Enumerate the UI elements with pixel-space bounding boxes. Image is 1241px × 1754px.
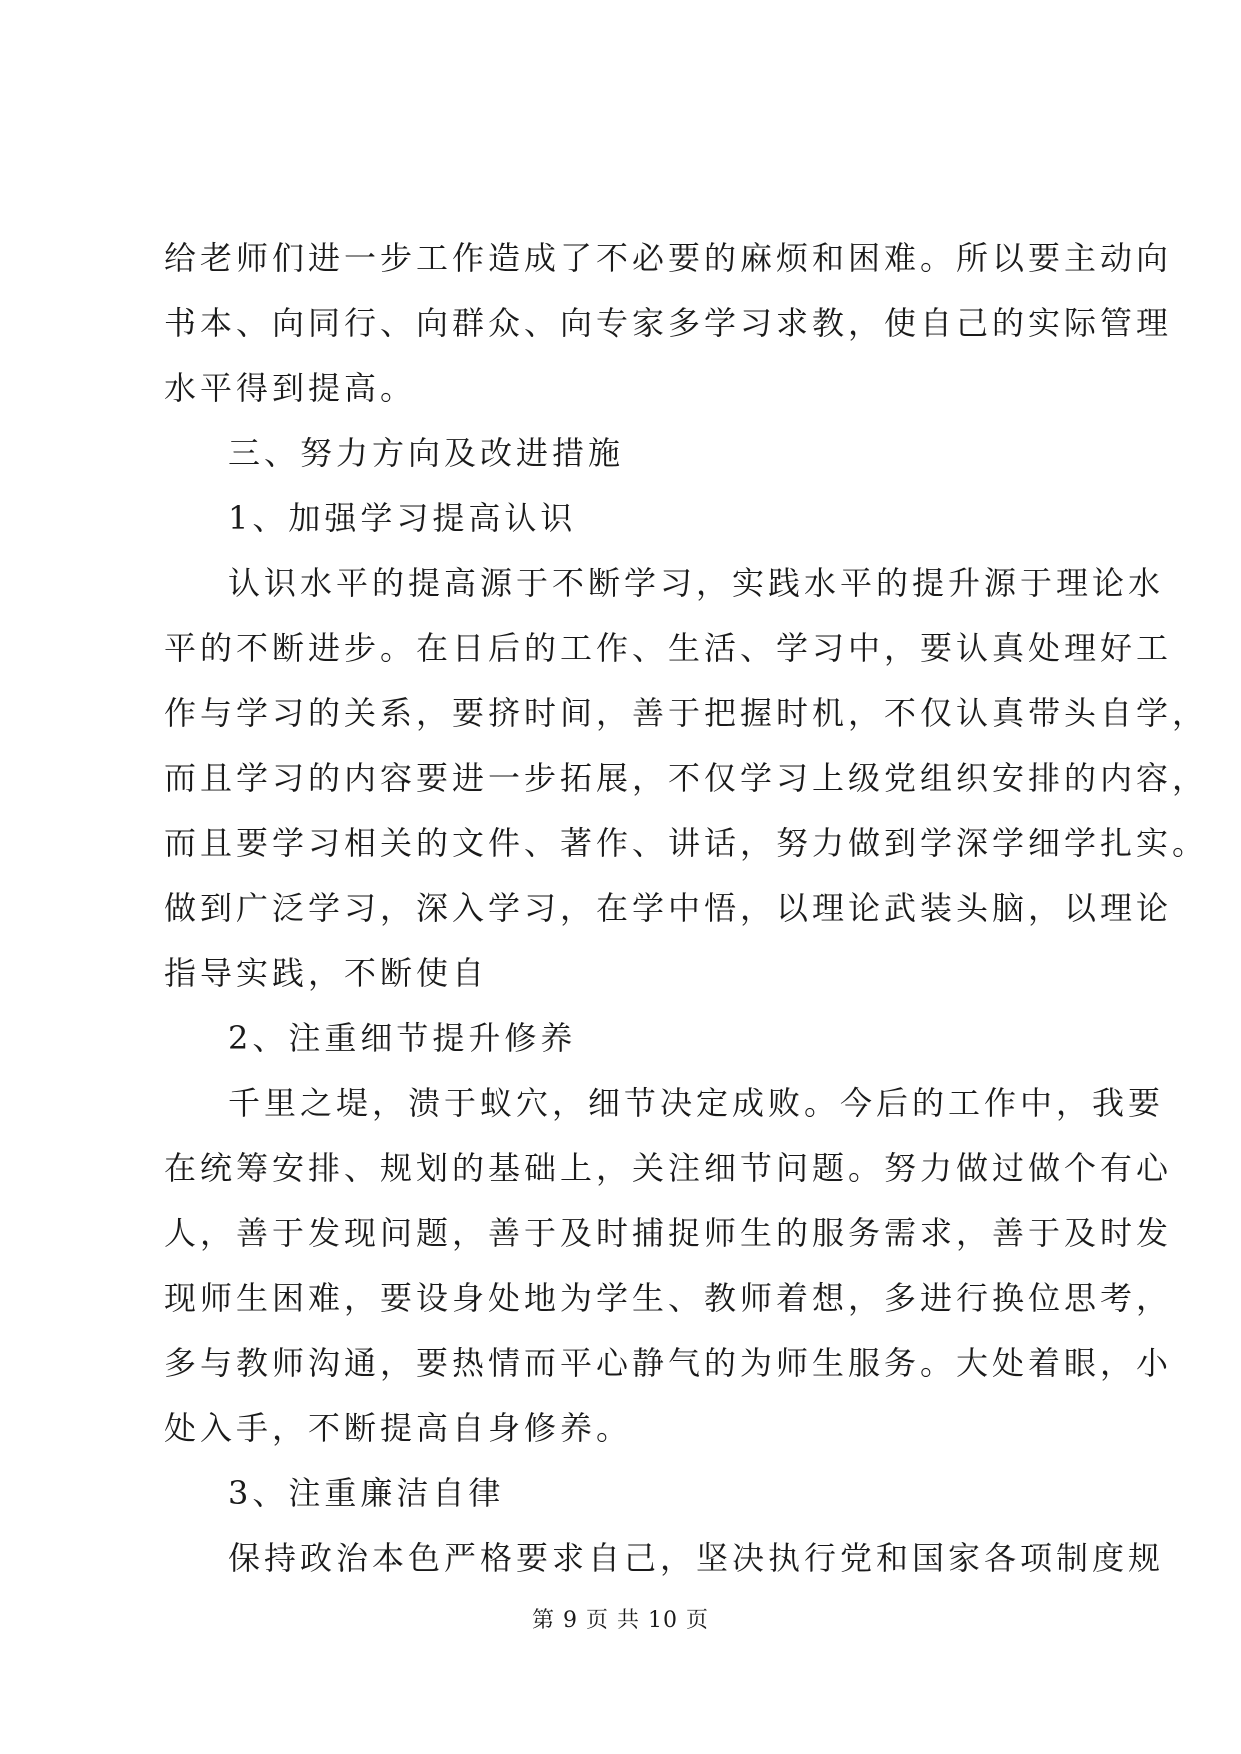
section-heading: 三、努力方向及改进措施 (228, 434, 625, 472)
text-line: 指导实践，不断使自 (164, 954, 489, 992)
text-line: 人，善于发现问题，善于及时捕捉师生的服务需求，善于及时发 (164, 1214, 1173, 1252)
subsection-heading: 1、加强学习提高认识 (228, 499, 577, 537)
text-line: 认识水平的提高源于不断学习，实践水平的提升源于理论水 (228, 564, 1165, 602)
text-line: 多与教师沟通，要热情而平心静气的为师生服务。大处着眼，小 (164, 1344, 1173, 1382)
subsection-heading: 2、注重细节提升修养 (228, 1019, 577, 1057)
text-line: 给老师们进一步工作造成了不必要的麻烦和困难。所以要主动向 (164, 239, 1173, 277)
text-line: 而且学习的内容要进一步拓展，不仅学习上级党组织安排的内容， (164, 759, 1209, 797)
text-line: 做到广泛学习，深入学习，在学中悟，以理论武装头脑，以理论 (164, 889, 1173, 927)
text-line: 保持政治本色严格要求自己，坚决执行党和国家各项制度规 (228, 1539, 1165, 1577)
text-line: 在统筹安排、规划的基础上，关注细节问题。努力做过做个有心 (164, 1149, 1173, 1187)
text-line: 书本、向同行、向群众、向专家多学习求教，使自己的实际管理 (164, 304, 1173, 342)
text-line: 水平得到提高。 (164, 369, 417, 407)
text-line: 千里之堤，溃于蚁穴，细节决定成败。今后的工作中，我要 (228, 1084, 1165, 1122)
text-line: 作与学习的关系，要挤时间，善于把握时机，不仅认真带头自学， (164, 694, 1209, 732)
text-line: 现师生困难，要设身处地为学生、教师着想，多进行换位思考， (164, 1279, 1173, 1317)
body-text (164, 226, 1209, 1591)
text-line: 平的不断进步。在日后的工作、生活、学习中，要认真处理好工 (164, 629, 1173, 667)
subsection-heading: 3、注重廉洁自律 (228, 1474, 505, 1512)
text-line: 而且要学习相关的文件、著作、讲话，努力做到学深学细学扎实。 (164, 824, 1209, 862)
page-number-footer: 第 9 页 共 10 页 (532, 1608, 709, 1633)
text-line: 处入手，不断提高自身修养。 (164, 1409, 633, 1447)
